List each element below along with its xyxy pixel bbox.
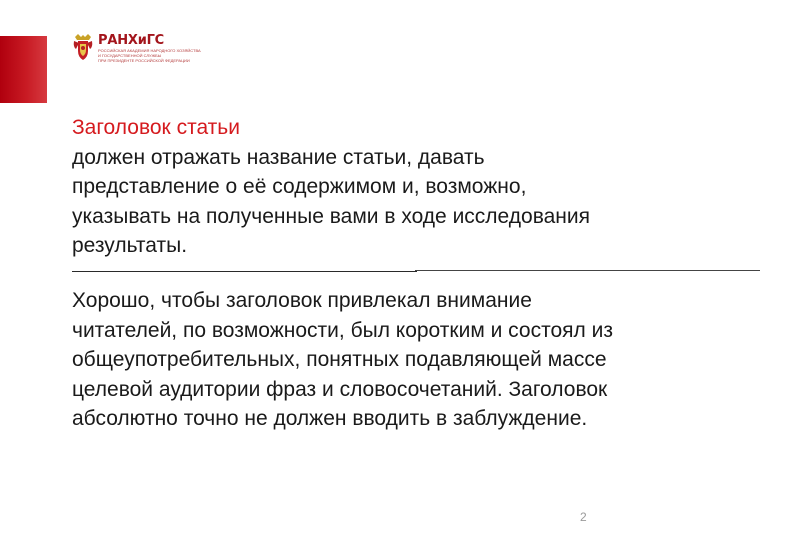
body-line: целевой аудитории фраз и словосочетаний. Заголовок [72,377,608,401]
intro-line: представление о её содержимом и, возможно, [72,175,527,198]
section-divider-left [72,271,417,272]
intro-line: должен отражать название статьи, давать [72,145,485,169]
body-line: Хорошо, чтобы заголовок привлекал внимание [72,289,532,312]
logo-title: РАНХиГС [98,33,165,48]
body-paragraph [72,286,772,434]
body-line: абсолютно точно не должен вводить в заблуждение. [72,407,588,430]
page-number: 2 [580,510,587,524]
logo-subtitle-line: ПРИ ПРЕЗИДЕНТЕ РОССИЙСКОЙ ФЕДЕРАЦИИ [98,58,190,63]
intro-line: указывать на полученные вами в ходе исследования [72,204,590,228]
eagle-emblem-icon [72,33,94,63]
logo-subtitle-line: И ГОСУДАРСТВЕННОЙ СЛУЖБЫ [98,53,162,58]
ranepa-logo [72,33,201,67]
section-divider-right [415,270,760,271]
intro-line: результаты. [72,234,188,257]
slide-heading: Заголовок статьи [72,116,240,139]
body-line: читателей, по возможности, был коротким и состоял из [72,318,613,342]
logo-subtitle-line: РОССИЙСКАЯ АКАДЕМИЯ НАРОДНОГО ХОЗЯЙСТВА [98,48,201,53]
body-line: общеупотребительных, понятных подавляющей массе [72,348,607,371]
intro-block [72,113,772,261]
accent-red-bar [0,36,47,103]
